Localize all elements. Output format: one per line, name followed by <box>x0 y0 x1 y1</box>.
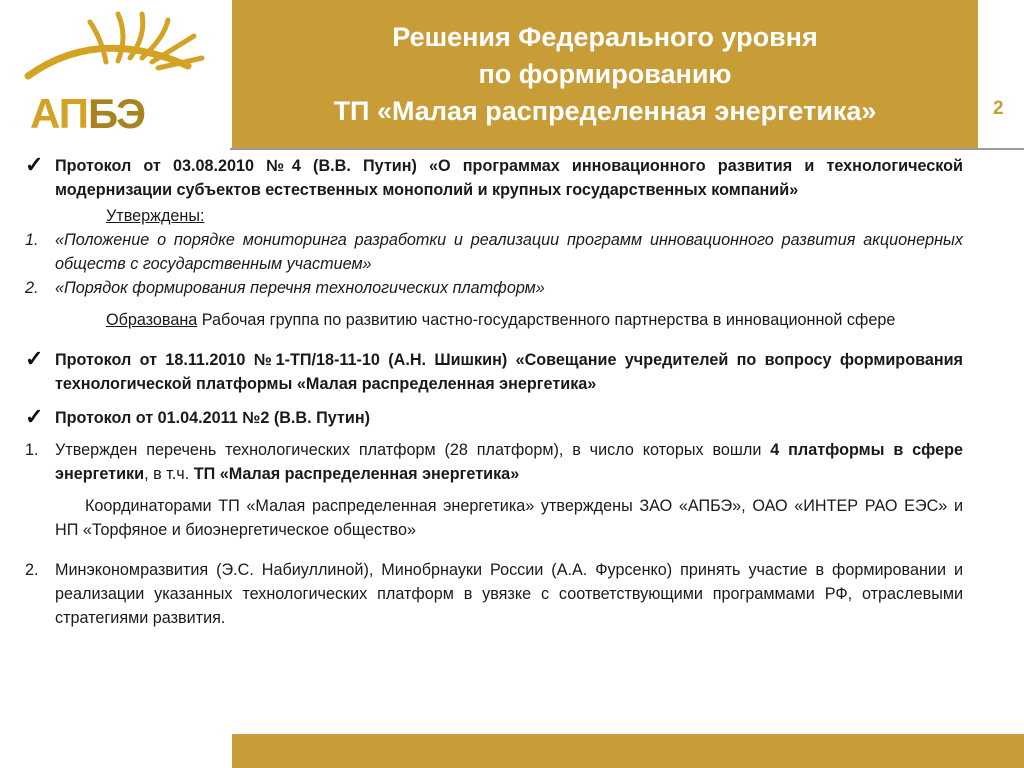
footer-bar <box>232 734 1024 768</box>
list-item: 2. «Порядок формирования перечня технологических платформ» <box>25 279 545 297</box>
page-title-line2: по формированию <box>478 58 732 89</box>
check-icon: ✓ <box>25 404 44 429</box>
page-title-line1: Решения Федерального уровня <box>392 21 818 52</box>
list-item: 1. Утвержден перечень технологических платформ (28 платформ), в число которых вошли 4 платформы в сфере энергетики, в т.ч. ТП «Малая распределенная энергетика» <box>25 441 963 483</box>
page-title-line3: ТП «Малая распределенная энергетика» <box>333 95 877 126</box>
title-banner <box>232 0 978 148</box>
formed-paragraph: Образована Рабочая группа по развитию частно-государственного партнерства в инновационной сфере <box>106 311 896 329</box>
page-number: 2 <box>993 98 1004 119</box>
list-item: 1. «Положение о порядке мониторинга разработки и реализации программ инновационного развития акционерных обществ с государственным участием» <box>25 231 963 273</box>
check-icon: ✓ <box>25 346 44 371</box>
protocol-1: ✓ Протокол от 03.08.2010 №4 (В.В. Путин) «О программах инновационного развития и технологической модернизации субъектов естественных монополий и крупных государственных компаний» <box>25 152 963 199</box>
check-icon: ✓ <box>25 152 44 177</box>
list-item: 2. Минэкономразвития (Э.С. Набиуллиной), Минобрнауки России (А.А. Фурсенко) принять участие в формировании и реализации указанных технологических платформ в увязке с соответствующими программами РФ, отраслевыми стратегиями развития. <box>25 561 963 627</box>
divider <box>230 148 1024 150</box>
logo <box>0 0 230 150</box>
approved-label: Утверждены: <box>106 207 205 225</box>
protocol-3: ✓ Протокол от 01.04.2011 №2 (В.В. Путин) <box>25 404 370 429</box>
content <box>25 152 963 630</box>
coordinators-paragraph: Координаторами ТП «Малая распределенная энергетика» утверждены ЗАО «АПБЭ», ОАО «ИНТЕР РАО ЕЭС» и НП «Торфяное и биоэнергетическое общество» <box>55 497 963 539</box>
protocol-2: ✓ Протокол от 18.11.2010 №1-ТП/18-11-10 (А.Н. Шишкин) «Совещание учредителей по вопросу формирования технологической платформы «Малая распределенная энергетика» <box>25 346 963 393</box>
logo-text: АПБЭ <box>30 90 145 137</box>
